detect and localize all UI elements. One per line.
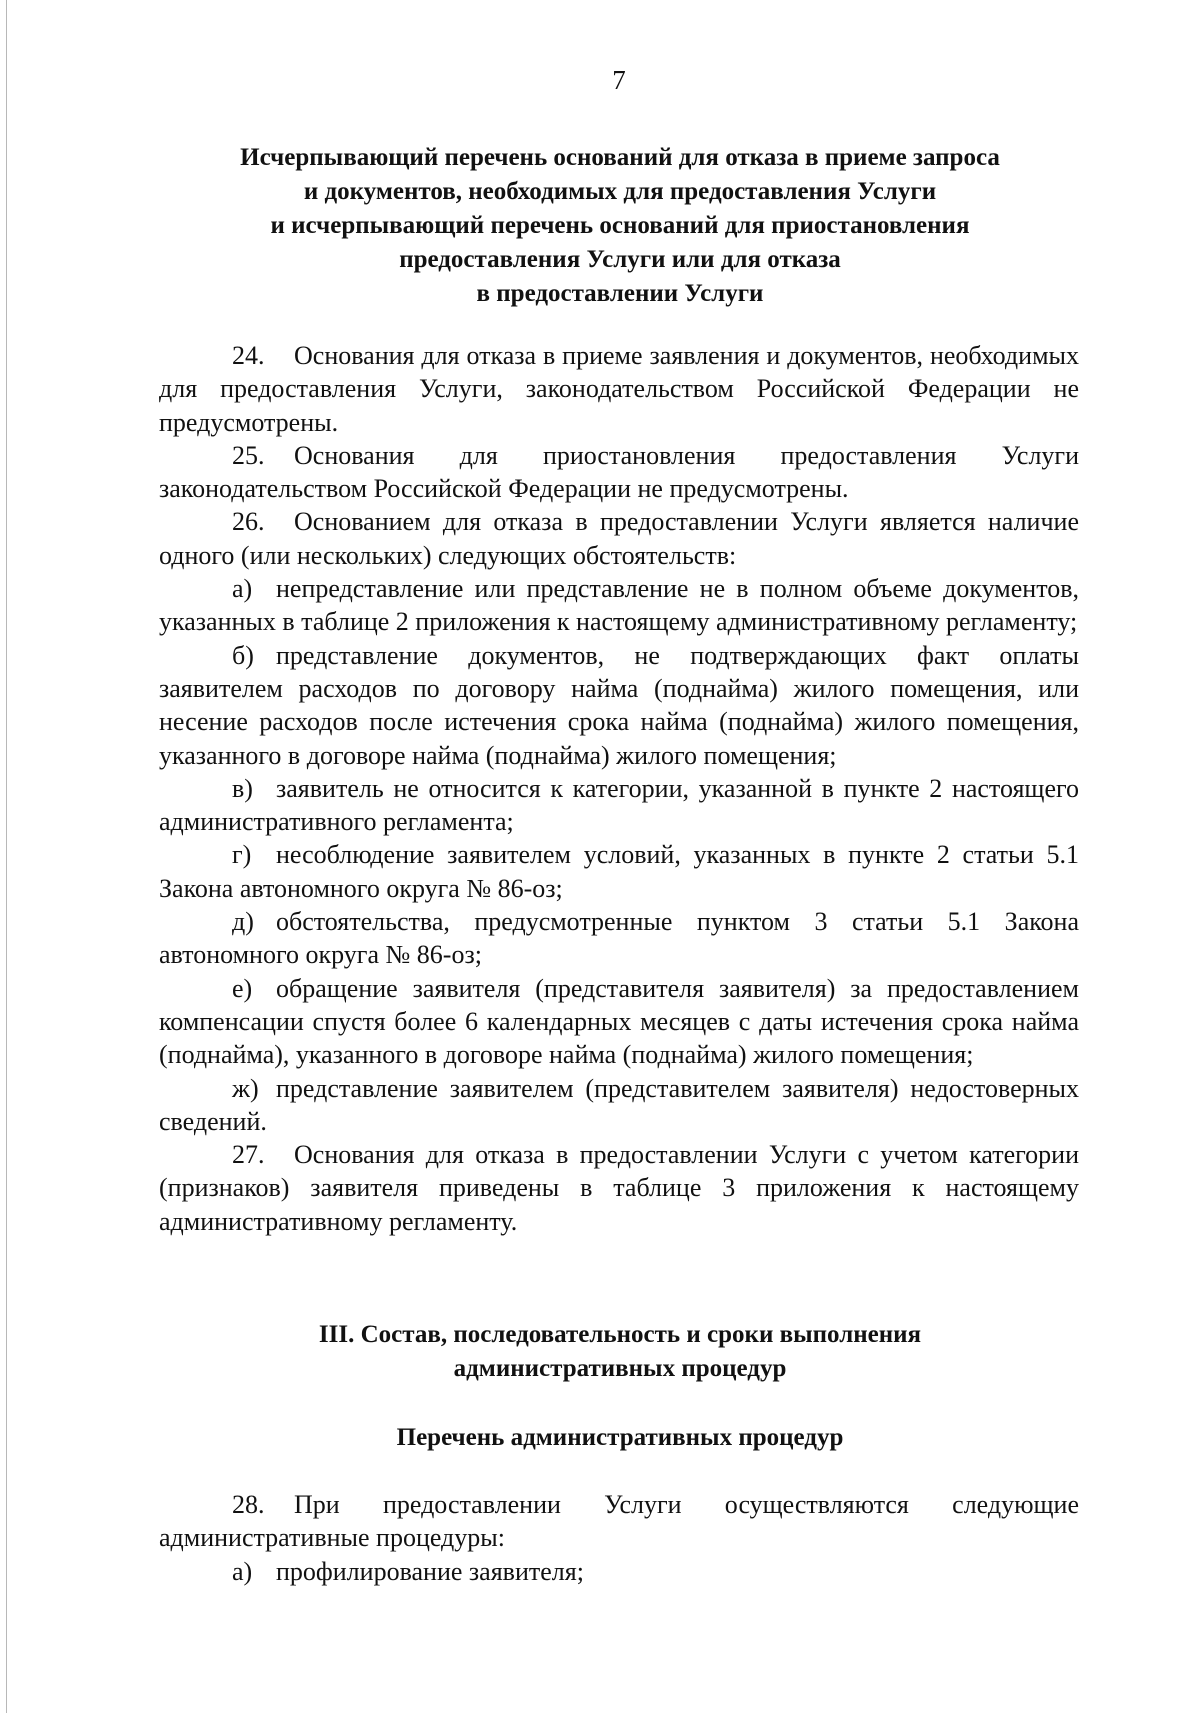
list-marker: д) (232, 907, 254, 937)
paragraph-number: 25. (232, 440, 265, 470)
list-item-text: представление документов, не подтверждающих факт оплаты заявителем расходов по договору найма (поднайма) жилого помещения, или несение расходов после истечения срока найма (поднайма) жилого помещения, указанного в договоре найма (поднайма) жилого помещения; (159, 640, 1079, 770)
paragraph-27 (159, 1138, 1079, 1238)
list-marker: а) (232, 574, 253, 604)
paragraph-number: 27. (232, 1140, 265, 1170)
list-item-g (159, 838, 1079, 905)
paragraph-number: 24. (232, 341, 265, 370)
grounds-section (159, 339, 1079, 1238)
heading-line: в предоставлении Услуги (476, 280, 764, 307)
page-number: 7 (612, 65, 626, 95)
list-item-text: несоблюдение заявителем условий, указанных в пункте 2 статьи 5.1 Закона автономного округа № 86-оз; (159, 840, 1079, 903)
list-item-a (159, 1555, 1079, 1588)
procedures-section (159, 1488, 1079, 1588)
list-marker: ж) (232, 1073, 259, 1103)
paragraph-24 (159, 339, 1079, 439)
paragraph-text: Основания для отказа в приеме заявления и документов, необходимых для предоставления Услуги, законодательством Российской Федерации не предусмотрены. (159, 341, 1079, 437)
list-item-text: заявитель не относится к категории, указанной в пункте 2 настоящего административного регламента; (159, 773, 1079, 837)
list-item-text: непредставление или представление не в полном объеме документов, указанных в таблице 2 приложения к настоящему административному регламенту; (159, 574, 1079, 637)
paragraph-28 (159, 1488, 1079, 1555)
page-edge-line (6, 0, 7, 1713)
heading-line: Исчерпывающий перечень оснований для отказа в приеме запроса (240, 144, 1000, 171)
heading-line: и исчерпывающий перечень оснований для приостановления (270, 212, 970, 239)
subsection-title: Перечень административных процедур (396, 1424, 844, 1451)
paragraph-text: Основания для отказа в предоставлении Услуги с учетом категории (признаков) заявителя приведены в таблице 3 приложения к настоящему административному регламенту. (159, 1140, 1079, 1236)
list-marker: а) (232, 1556, 253, 1586)
list-item-text: представление заявителем (представителем заявителя) недостоверных сведений. (159, 1073, 1079, 1136)
list-marker: г) (232, 840, 252, 870)
paragraph-number: 26. (232, 507, 265, 537)
list-item-text: профилирование заявителя; (276, 1556, 584, 1586)
list-item-a (159, 572, 1079, 639)
heading-line: и документов, необходимых для предоставления Услуги (303, 178, 937, 205)
main-heading (160, 141, 1080, 311)
heading-line: III. Состав, последовательность и сроки выполнения (318, 1321, 922, 1348)
list-item-text: обстоятельства, предусмотренные пунктом 3 статьи 5.1 Закона автономного округа № 86-оз; (159, 907, 1079, 970)
list-item-d (159, 905, 1079, 972)
paragraph-number: 28. (232, 1490, 265, 1519)
list-marker: в) (232, 773, 253, 803)
list-marker: б) (232, 640, 254, 670)
paragraph-text: Основания для приостановления предоставления Услуги законодательством Российской Федерации не предусмотрены. (159, 440, 1079, 504)
section-heading (160, 1318, 1080, 1386)
paragraph-25 (159, 439, 1079, 506)
paragraph-text: Основанием для отказа в предоставлении Услуги является наличие одного (или нескольких) следующих обстоятельств: (159, 507, 1079, 570)
paragraph-text: При предоставлении Услуги осуществляются следующие административные процедуры: (159, 1490, 1079, 1553)
heading-line: административных процедур (453, 1355, 787, 1382)
heading-line: предоставления Услуги или для отказа (399, 246, 841, 273)
list-marker: е) (232, 973, 253, 1003)
paragraph-26 (159, 505, 1079, 572)
list-item-b (159, 639, 1079, 772)
list-item-v (159, 772, 1079, 839)
list-item-text: обращение заявителя (представителя заявителя) за предоставлением компенсации спустя более 6 календарных месяцев с даты истечения срока найма (поднайма), указанного в договоре найма (поднайма) жилого помещения; (159, 973, 1079, 1070)
list-item-e (159, 972, 1079, 1072)
list-item-zh (159, 1072, 1079, 1139)
subsection-heading (160, 1421, 1080, 1455)
